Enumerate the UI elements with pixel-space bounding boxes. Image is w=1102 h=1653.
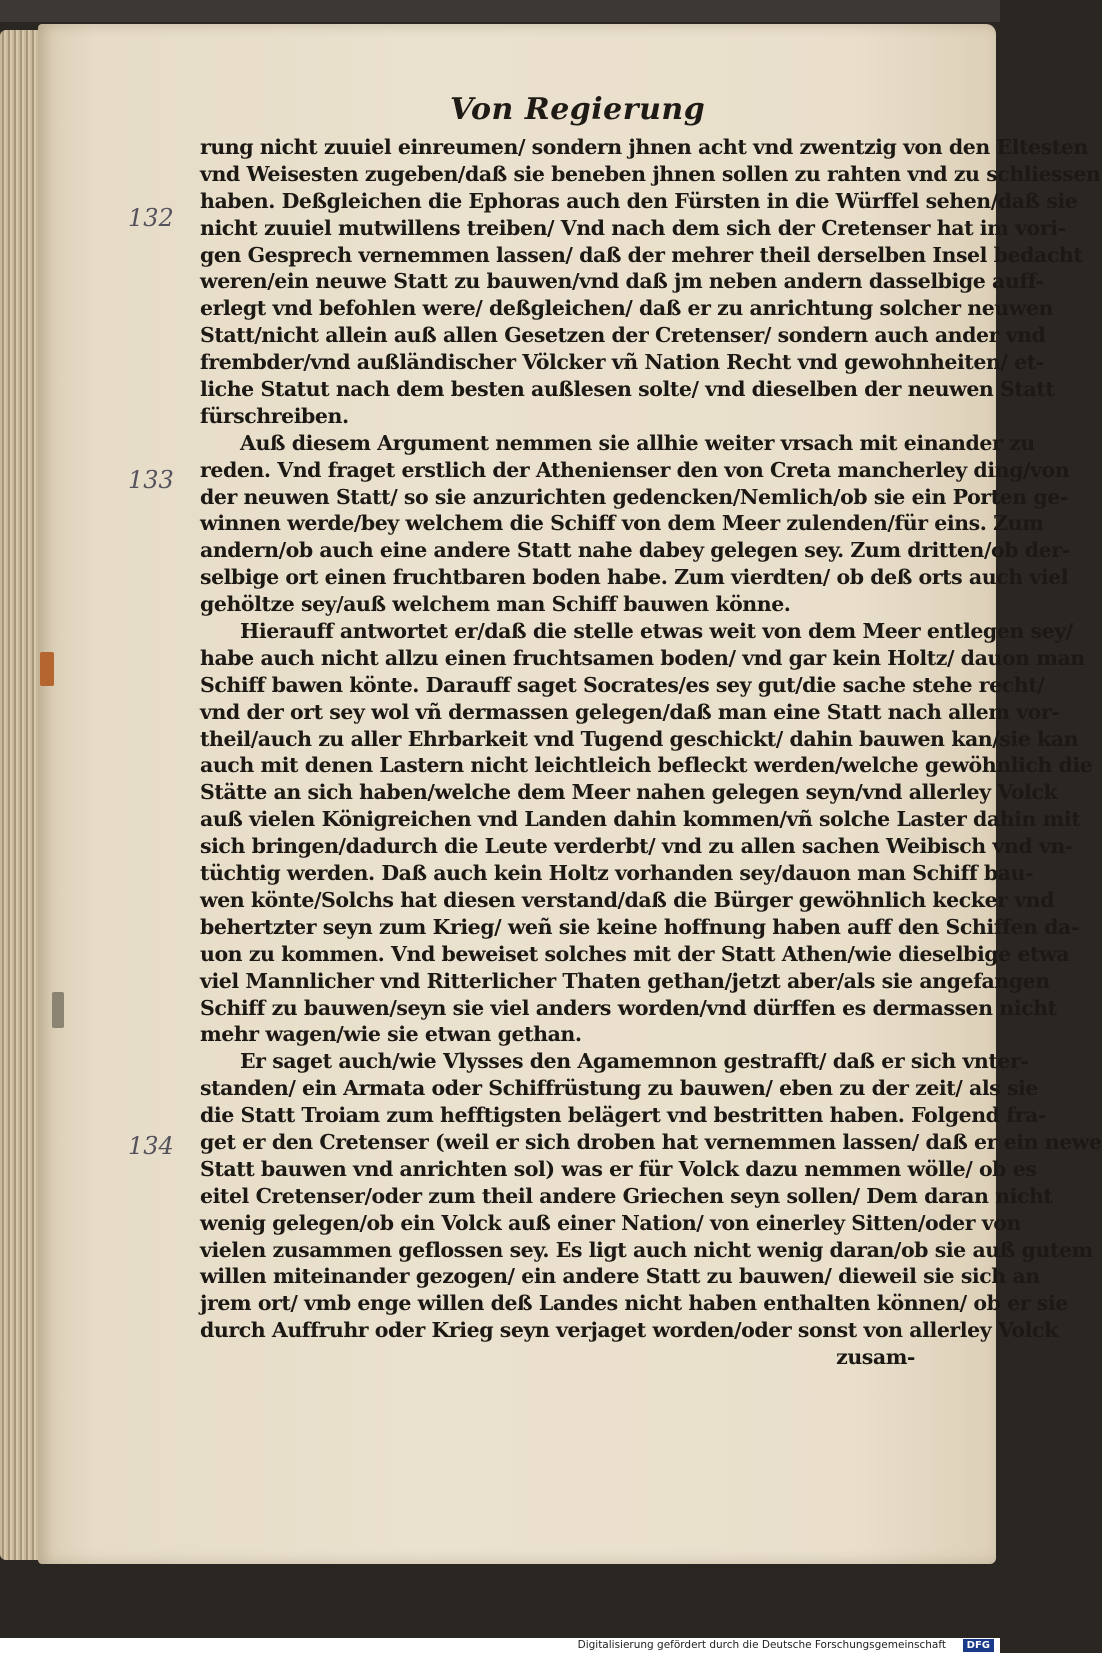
text-line: wenig gelegen/ob ein Volck auß einer Nation/ von einerley Sitten/oder von	[200, 1210, 1021, 1235]
text-line: nicht zuuiel mutwillens treiben/ Vnd nach dem sich der Cretenser hat im vori-	[200, 215, 1066, 240]
text-line: auß vielen Königreichen vnd Landen dahin kommen/vñ solche Laster dahin mit	[200, 807, 1081, 832]
text-line: vielen zusammen geflossen sey. Es ligt auch nicht wenig daran/ob sie auß gutem	[200, 1237, 1093, 1262]
margin-note: 132	[128, 204, 174, 232]
margin-note: 133	[128, 466, 174, 494]
text-line: reden. Vnd fraget erstlich der Athenienser den von Creta mancherley ding/von	[200, 457, 1070, 482]
text-line: vnd Weisesten zugeben/daß sie beneben jhnen sollen zu rahten vnd zu schliessen	[200, 161, 1101, 186]
catchword: zusam-	[836, 1345, 915, 1370]
text-line: Schiff zu bauwen/seyn sie viel anders worden/vnd dürffen es dermassen nicht	[200, 995, 1057, 1020]
text-line: Er saget auch/wie Vlysses den Agamemnon gestrafft/ daß er sich vnter-	[240, 1049, 1029, 1074]
text-line: Hierauff antwortet er/daß die stelle etwas weit von dem Meer entlegen sey/	[240, 619, 1073, 644]
text-line: rung nicht zuuiel einreumen/ sondern jhnen acht vnd zwentzig von den Eltesten	[200, 135, 1088, 159]
text-line: fürschreiben.	[200, 403, 349, 428]
text-line: get er den Cretenser (weil er sich droben hat vernemmen lassen/ daß er ein newe	[200, 1129, 1102, 1154]
book-page-edges	[0, 30, 42, 1560]
text-line: Statt bauwen vnd anrichten sol) was er für Volck dazu nemmen wölle/ ob es	[200, 1156, 1037, 1181]
text-line: durch Auffruhr oder Krieg seyn verjaget worden/oder sonst von allerley Volck	[200, 1318, 1058, 1343]
text-line: frembder/vnd außländischer Völcker vñ Nation Recht vnd gewohnheiten/ et-	[200, 350, 1044, 375]
text-line: habe auch nicht allzu einen fruchtsamen boden/ vnd gar kein Holtz/ dauon man	[200, 645, 1085, 670]
text-line: weren/ein neuwe Statt zu bauwen/vnd daß jm neben andern dasselbige auff-	[200, 269, 1044, 294]
text-line: der neuwen Statt/ so sie anzurichten gedencken/Nemlich/ob sie ein Porten ge-	[200, 484, 1068, 509]
text-line: Stätte an sich haben/welche dem Meer nahen gelegen seyn/vnd allerley Volck	[200, 780, 1058, 805]
clasp-tab	[52, 992, 64, 1028]
text-line: uon zu kommen. Vnd beweiset solches mit der Statt Athen/wie dieselbige etwa	[200, 941, 1070, 966]
text-line: wen könte/Solchs hat diesen verstand/daß die Bürger gewöhnlich kecker vnd	[200, 887, 1054, 912]
bookmark-tab	[40, 652, 54, 686]
viewer-top-bar	[0, 0, 1000, 22]
text-line: mehr wagen/wie sie etwan gethan.	[200, 1022, 582, 1047]
running-header: Von Regierung	[450, 92, 706, 127]
text-line: tüchtig werden. Daß auch kein Holtz vorhanden sey/dauon man Schiff bau-	[200, 861, 1034, 886]
text-line: auch mit denen Lastern nicht leichtleich befleckt werden/welche gewöhnlich die	[200, 753, 1093, 778]
body-text	[200, 134, 1102, 1371]
text-line: standen/ ein Armata oder Schiffrüstung zu bauwen/ eben zu der zeit/ als sie	[200, 1076, 1038, 1101]
text-line: jrem ort/ vmb enge willen deß Landes nicht haben enthalten können/ ob er sie	[200, 1291, 1068, 1316]
text-line: willen miteinander gezogen/ ein andere Statt zu bauwen/ dieweil sie sich an	[200, 1264, 1040, 1289]
text-line: sich bringen/dadurch die Leute verderbt/ vnd zu allen sachen Weibisch vnd vn-	[200, 834, 1073, 859]
text-line: eitel Cretenser/oder zum theil andere Griechen seyn sollen/ Dem daran nicht	[200, 1183, 1053, 1208]
text-line: Schiff bawen könte. Darauff saget Socrates/es sey gut/die sache stehe recht/	[200, 672, 1045, 697]
dfg-logo: DFG	[963, 1639, 994, 1652]
text-line: behertzter seyn zum Krieg/ weñ sie keine hoffnung haben auff den Schiffen da-	[200, 914, 1079, 939]
text-line: Auß diesem Argument nemmen sie allhie weiter vrsach mit einander zu	[240, 430, 1035, 455]
text-line: liche Statut nach dem besten außlesen solte/ vnd dieselben der neuwen Statt	[200, 377, 1055, 402]
text-line: selbige ort einen fruchtbaren boden habe. Zum vierdten/ ob deß orts auch viel	[200, 565, 1069, 590]
text-line: andern/ob auch eine andere Statt nahe dabey gelegen sey. Zum dritten/ob der-	[200, 538, 1070, 563]
text-line: gen Gesprech vernemmen lassen/ daß der mehrer theil derselben Insel bedacht	[200, 242, 1083, 267]
margin-note: 134	[128, 1132, 174, 1160]
text-line: haben. Deßgleichen die Ephoras auch den Fürsten in die Würffel sehen/daß sie	[200, 188, 1078, 213]
text-line: erlegt vnd befohlen were/ deßgleichen/ daß er zu anrichtung solcher neuwen	[200, 296, 1053, 321]
text-line: Statt/nicht allein auß allen Gesetzen der Cretenser/ sondern auch ander vnd	[200, 323, 1046, 348]
text-line: theil/auch zu aller Ehrbarkeit vnd Tugend geschickt/ dahin bauwen kan/sie kan	[200, 726, 1079, 751]
text-line: die Statt Troiam zum hefftigsten belägert vnd bestritten haben. Folgend fra-	[200, 1103, 1046, 1128]
text-line: gehöltze sey/auß welchem man Schiff bauwen könne.	[200, 592, 791, 617]
text-line: winnen werde/bey welchem die Schiff von dem Meer zulenden/für eins. Zum	[200, 511, 1044, 536]
digitization-credit: Digitalisierung gefördert durch die Deutsche Forschungsgemeinschaft	[577, 1639, 946, 1651]
text-line: vnd der ort sey wol vñ dermassen gelegen/daß man eine Statt nach allem vor-	[200, 699, 1060, 724]
text-line: viel Mannlicher vnd Ritterlicher Thaten gethan/jetzt aber/als sie angefangen	[200, 968, 1050, 993]
